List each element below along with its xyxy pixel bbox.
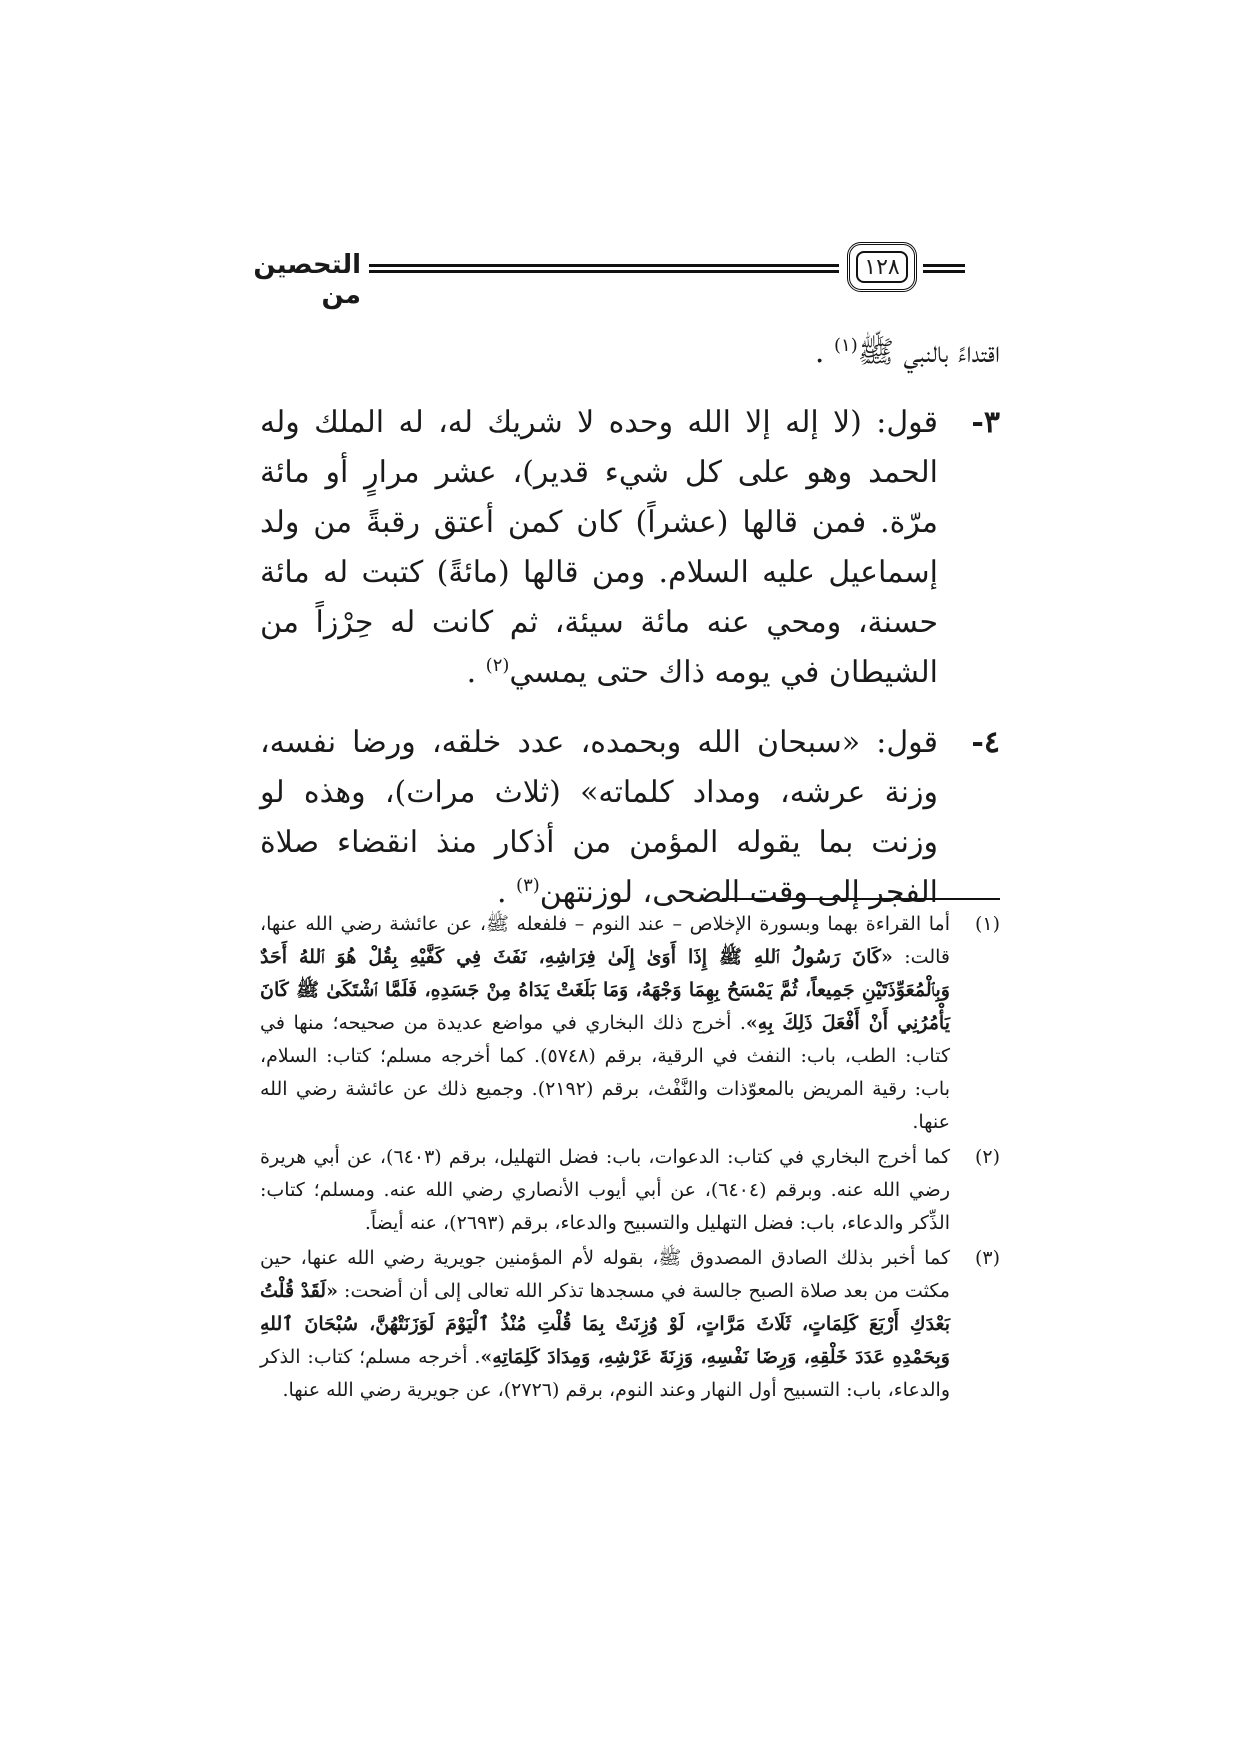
hadith-quote: «كَانَ رَسُولُ ٱللهِ ﷺ إِذَا أَوَىٰ إِلَىٰ فِرَاشِهِ، نَفَثَ فِي كَفَّيْهِ بِقُلْ هُوَ ٱللهُ أَحَدٌ وَبِٱلْمُعَوِّذَتَيْنِ جَمِيعاً، ثُمَّ يَمْسَحُ بِهِمَا وَجْهَهُ، وَمَا بَلَغَتْ يَدَاهُ مِنْ جَسَدِهِ، فَلَمَّا ٱشْتَكَىٰ ﷺ كَانَ يَأْمُرُنِي أَنْ أَفْعَلَ ذَلِكَ بِهِ»	[260, 946, 950, 1034]
running-title: التحصين من	[253, 250, 361, 310]
footnote: (٣) كما أخبر بذلك الصادق المصدوق ﷺ، بقوله لأم المؤمنين جويرية رضي الله عنها، حين مكثت من بعد صلاة الصبح جالسة في مسجدها تذكر الله تعالى إلى أن أضحت: «لَقَدْ قُلْتُ بَعْدَكِ أَرْبَعَ كَلِمَاتٍ، ثَلَاثَ مَرَّاتٍ، لَوْ وُزِنَتْ بِمَا قُلْتِ مُنْذُ ٱلْيَوْمَ لَوَزَنَتْهُنَّ، سُبْحَانَ ٱللهِ وَبِحَمْدِهِ عَدَدَ خَلْقِهِ، وَرِضَا نَفْسِهِ، وَزِنَةَ عَرْشِهِ، وَمِدَادَ كَلِمَاتِهِ». أخرجه مسلم؛ كتاب: الذكر والدعاء، باب: التسبيح أول النهار وعند النوم، برقم (٢٧٢٦)، عن جويرية رضي الله عنها.	[260, 1242, 1000, 1407]
footnote-ref: (٢)	[485, 655, 510, 676]
continuation-line: اقتداءً بالنبي ﷺ$^{(١)}$ .	[814, 335, 1000, 370]
item-text: قول: (لا إله إلا الله وحده لا شريك له، له الملك وله الحمد وهو على كل شيء قدير)، عشر مرارٍ أو مائة مرّة. فمن قالها (عشراً) كان كمن أعتق رقبةً من ولد إسماعيل عليه السلام. ومن قالها (مائةً) كتبت له مائة حسنة، ومحي عنه مائة سيئة، ثم كانت له حِرْزاً من الشيطان في يومه ذاك حتى يمسي	[260, 405, 938, 690]
item-number: ٤-	[971, 725, 1000, 760]
main-text	[260, 328, 1000, 938]
header-rule-left	[369, 264, 839, 273]
footnote-separator	[722, 898, 1000, 900]
page-number: ١٢٨	[856, 251, 908, 283]
footnote-number: (١)	[974, 913, 1000, 935]
list-item: ٣- قول: (لا إله إلا الله وحده لا شريك له، له الملك وله الحمد وهو على كل شيء قدير)، عشر مرارٍ أو مائة مرّة. فمن قالها (عشراً) كان كمن أعتق رقبةً من ولد إسماعيل عليه السلام. ومن قالها (مائةً) كتبت له مائة حسنة، ومحي عنه مائة سيئة، ثم كانت له حِرْزاً من الشيطان في يومه ذاك حتى يمسي$^{(٢)}$ .	[260, 398, 1000, 698]
footnote: (٢) كما أخرج البخاري في كتاب: الدعوات، باب: فضل التهليل، برقم (٦٤٠٣)، عن أبي هريرة رضي الله عنه. وبرقم (٦٤٠٤)، عن أبي أيوب الأنصاري رضي الله عنه. ومسلم؛ كتاب: الذِّكر والدعاء، باب: فضل التهليل والتسبيح والدعاء، برقم (٢٦٩٣)، عنه أيضاً.	[260, 1141, 1000, 1240]
footnote-number: (٢)	[974, 1146, 1000, 1168]
footnote-ref: (٣)	[516, 875, 540, 896]
item-text: قول: «سبحان الله وبحمده، عدد خلقه، ورضا نفسه، وزنة عرشه، ومداد كلماته» (ثلاث مرات)، وهذه لو وزنت بما يقوله المؤمن من أذكار منذ انقضاء صلاة الفجر إلى وقت الضحى، لوزنتهن	[260, 725, 938, 910]
footnote-number: (٣)	[974, 1247, 1000, 1269]
page-header	[253, 240, 1001, 310]
hadith-quote: «لَقَدْ قُلْتُ بَعْدَكِ أَرْبَعَ كَلِمَاتٍ، ثَلَاثَ مَرَّاتٍ، لَوْ وُزِنَتْ بِمَا قُلْتِ مُنْذُ ٱلْيَوْمَ لَوَزَنَتْهُنَّ، سُبْحَانَ ٱللهِ وَبِحَمْدِهِ عَدَدَ خَلْقِهِ، وَرِضَا نَفْسِهِ، وَزِنَةَ عَرْشِهِ، وَمِدَادَ كَلِمَاتِهِ»	[260, 1280, 950, 1368]
item-number: ٣-	[971, 405, 1000, 440]
footnotes	[260, 908, 1000, 1409]
page-number-badge	[847, 242, 917, 292]
footnote-ref: (١)	[833, 335, 858, 356]
footnote: (١) أما القراءة بهما وبسورة الإخلاص – عند النوم – فلفعله ﷺ، عن عائشة رضي الله عنها، قالت: «كَانَ رَسُولُ ٱللهِ ﷺ إِذَا أَوَىٰ إِلَىٰ فِرَاشِهِ، نَفَثَ فِي كَفَّيْهِ بِقُلْ هُوَ ٱللهُ أَحَدٌ وَبِٱلْمُعَوِّذَتَيْنِ جَمِيعاً، ثُمَّ يَمْسَحُ بِهِمَا وَجْهَهُ، وَمَا بَلَغَتْ يَدَاهُ مِنْ جَسَدِهِ، فَلَمَّا ٱشْتَكَىٰ ﷺ كَانَ يَأْمُرُنِي أَنْ أَفْعَلَ ذَلِكَ بِهِ». أخرج ذلك البخاري في مواضع عديدة من صحيحه؛ منها في كتاب: الطب، باب: النفث في الرقية، برقم (٥٧٤٨). كما أخرجه مسلم؛ كتاب: السلام، باب: رقية المريض بالمعوّذات والنَّفْث، برقم (٢١٩٢). وجميع ذلك عن عائشة رضي الله عنها.	[260, 908, 1000, 1139]
list-item: ٤- قول: «سبحان الله وبحمده، عدد خلقه، ورضا نفسه، وزنة عرشه، ومداد كلماته» (ثلاث مرات)، وهذه لو وزنت بما يقوله المؤمن من أذكار منذ انقضاء صلاة الفجر إلى وقت الضحى، لوزنتهن$^{(٣)}$ .	[260, 718, 1000, 918]
header-rule-right	[923, 264, 965, 273]
